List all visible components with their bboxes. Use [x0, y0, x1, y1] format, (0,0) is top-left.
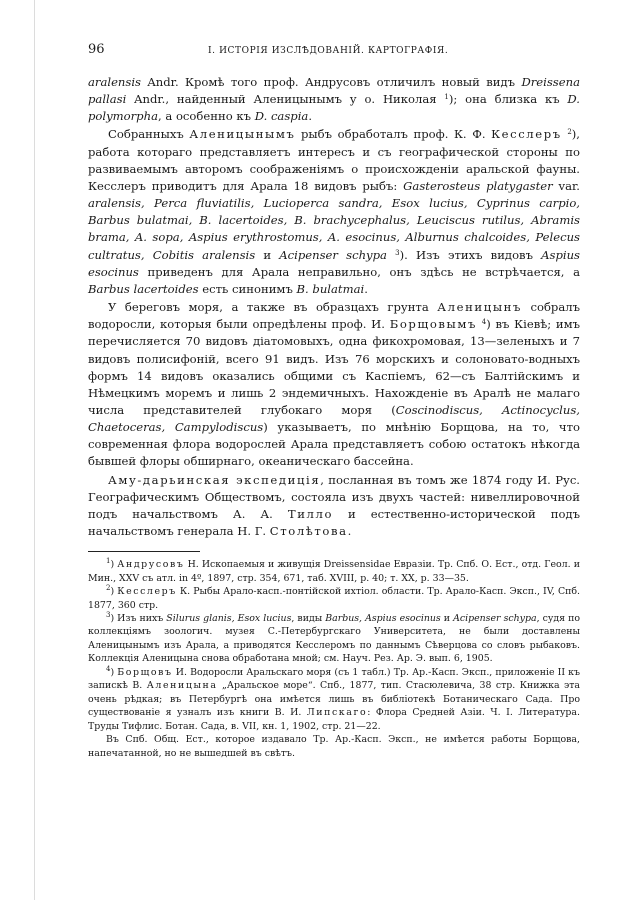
footnote-marker: 2: [106, 584, 111, 593]
text-run: Andr., найденный Аленицынымъ у о. Николая: [126, 92, 445, 107]
text-run: ). Изъ этихъ видовъ: [399, 247, 542, 262]
footnote-marker: 3: [395, 248, 400, 257]
text-run: ) въ Кіевѣ; имъ перечисляется 70 видовъ діатомовыхъ, одна фикохромовая, 13—зеленыхъ и 7 видовъ полисифоній, всего 91 видъ. Изъ 76 морскихъ и солоновато-водныхъ формъ 14 видовъ оказались общими съ Каспіемъ, 62—съ Балтійскимъ и Нѣмецкимъ моремъ и лишь 2 эндемичныхъ. Нахожденіе въ Аралѣ не малаго числа представителей глубокаго моря (: [88, 317, 580, 417]
italic-term: Acipenser schypa: [279, 247, 387, 262]
text-run: ): [110, 586, 118, 598]
text-run: ); она близка къ: [448, 92, 568, 107]
footnotes: [88, 558, 580, 760]
text-run: ) указываетъ, по мнѣнію Борщова, на то, что современная флора водорослей Арала представляетъ собою остатокъ нѣкогда бывшей флоры обширнаго, океаническаго бассейна.: [88, 420, 580, 469]
text-run: var.: [552, 178, 580, 193]
text-run: ), работа котораго представляетъ интересъ и съ географической стороны по развиваемымъ авторомъ соображеніямъ о происхожденіи аральской фауны. Кесслеръ приводитъ для Арала 18 видовъ рыбъ:: [88, 127, 580, 193]
text-run: , виды: [291, 613, 326, 625]
italic-term: aralensis: [88, 75, 142, 89]
text-run: : Флора Средней Азіи. Ч. I. Литература. Труды Тифлис. Ботан. Сада, в. VII, кн. 1, 1902, стр. 21—22.: [88, 707, 580, 732]
italic-term: B. bulatmai: [296, 281, 365, 296]
paragraph-1: [88, 74, 580, 125]
text-run: Собранныхъ: [108, 127, 190, 142]
page-edge-shadow: [34, 0, 35, 900]
text-run: и естественно-исторической подъ начальствомъ генерала Н. Г.: [88, 506, 580, 539]
spaced-name: Аленицына: [146, 680, 218, 692]
text-run: ): [110, 559, 118, 571]
text-run: К. Рыбы Арало-касп.-понтійской ихтіол. области. Тр. Арало-Касп. Эксп., IV, Спб. 1877, 360 стр.: [88, 586, 580, 611]
page-number: 96: [88, 42, 105, 57]
text-run: Н. Ископаемыя и живущія Dreissensidae Евразіи. Тр. Спб. О. Ест., отд. Геол. и Мин., XXV съ атл. in 4º, 1897, стр. 354, 671, таб. XVIII, р. 40; т. XX, р. 33—35.: [88, 559, 581, 584]
text-run: И. Водоросли Аральскаго моря (съ 1 табл.) Тр. Ар.-Касп. Эксп., приложеніе II къ запискѣ В.: [88, 666, 581, 692]
italic-term: D. caspia: [254, 109, 309, 124]
text-run: „Аральское море“. Спб., 1877, тип. Стасюлевича, 38 стр. Книжка эта очень рѣдкая; въ Петербургѣ она имѣется лишь въ библіотекѣ Ботаническаго Сада. Про существованіе я узналъ изъ книги В. И.: [88, 680, 581, 719]
italic-term: Silurus glanis, Esox lucius: [166, 613, 292, 625]
paragraph-3: [88, 299, 580, 471]
italic-term: Acipenser schypa: [453, 613, 537, 625]
text-run: [387, 248, 395, 262]
footnote-rule: [88, 551, 200, 552]
footnote-marker: 4: [481, 318, 487, 327]
footnote-4: [88, 666, 580, 733]
footnote-2: [88, 585, 580, 612]
book-page: [88, 42, 580, 760]
text-run: и: [440, 613, 454, 625]
text-run: собралъ водоросли, которыя были опредѣлены проф. И.: [88, 300, 581, 332]
main-text: [88, 74, 580, 540]
text-run: ) Изъ нихъ: [110, 613, 167, 625]
spaced-name: Аленицынъ: [437, 300, 522, 315]
italic-term: Barbus, Aspius esocinus: [325, 613, 441, 625]
footnote-marker: 1: [106, 557, 111, 566]
italic-term: Gasterosteus platygaster: [403, 178, 553, 193]
text-run: есть синонимъ: [198, 281, 297, 296]
italic-term: D. polymorpha: [88, 92, 580, 124]
page-header: [88, 42, 580, 62]
text-run: У береговъ моря, а также въ образцахъ грунта: [108, 300, 438, 315]
text-run: Andr. Кромѣ того проф. Андрусовъ отличилъ новый видъ: [141, 75, 522, 89]
text-run: и: [255, 247, 280, 262]
spaced-name: Андрусовъ: [117, 559, 185, 571]
text-run: .: [364, 281, 368, 296]
italic-term: aralensis, Perca fluviatilis, Lucioperca sandra, Esox lucius, Cyprinus carpio, Barbus bulatmai, B. lacertoides, B. brachycephalus, Leuciscus rutilus, Abramis brama, A. sopa, Aspius erythrostomus, A. esocinus, Alburnus chalcoides, Pelecus cultratus, Cobitis aralensis: [88, 196, 580, 262]
footnote-marker: 2: [567, 128, 572, 137]
footnote-3: [88, 612, 580, 666]
paragraph-2: [88, 126, 580, 298]
text-run: .: [347, 524, 352, 539]
spaced-name: Кесслеръ: [117, 586, 177, 598]
text-run: рыбъ обработалъ проф. К. Ф.: [295, 127, 492, 142]
italic-term: Dreissena pallasi: [88, 75, 580, 107]
text-run: .: [308, 109, 313, 124]
italic-term: Barbus lacertoides: [88, 281, 199, 296]
footnote-marker: 4: [106, 664, 111, 673]
spaced-name: Борщовымъ: [389, 317, 477, 332]
spaced-name: Тилло: [287, 506, 334, 521]
italic-term: Coscinodiscus, Actinocyclus, Chaetoceras, Campylodiscus: [88, 402, 580, 435]
spaced-name: Кесслеръ: [491, 127, 562, 142]
spaced-name: Липскаго: [306, 707, 368, 719]
running-head: I. ИСТОРІЯ ИЗСЛѢДОВАНІЙ. КАРТОГРАФІЯ.: [208, 46, 449, 56]
footnote-1: [88, 558, 580, 585]
text-run: , судя по коллекціямъ зоологич. музея С.-Петербургскаго Университета, не были доставлены Аленицынымъ изъ Арала, а приводятся Кесслеромъ по даннымъ Сѣверцова со словъ рыбаковъ. Коллекція Аленицына снова обработана мной; см. Науч. Рез. Ар. Э. вып. 6, 1905.: [88, 613, 581, 665]
footnote-marker: 1: [444, 93, 449, 102]
spaced-name: Аму-дарьинская экспедиція: [108, 472, 321, 487]
spaced-name: Столѣтова: [269, 524, 348, 539]
text-run: , посланная въ томъ же 1874 году И. Рус. Географическимъ Обществомъ, состояла изъ двухъ частей: нивеллировочной подъ начальствомъ А. А.: [88, 472, 580, 521]
paragraph-4: [88, 472, 580, 541]
text-run: приведенъ для Арала неправильно, онъ здѣсь не встрѣчается, а: [138, 264, 580, 279]
spaced-name: Аленицынымъ: [189, 127, 296, 142]
text-run: , а особенно къ: [157, 109, 255, 124]
spaced-name: Борщовъ: [117, 666, 173, 678]
italic-term: Aspius esocinus: [88, 247, 581, 279]
text-run: ): [110, 666, 118, 678]
footnote-marker: 3: [106, 611, 111, 620]
text-run: Въ Спб. Общ. Ест., которое издавало Тр. Ар.-Касп. Эксп., не имѣется работы Борщова, напечатанной, но не вышедшей въ свѣтъ.: [88, 734, 580, 759]
footnote-5: [88, 733, 580, 760]
